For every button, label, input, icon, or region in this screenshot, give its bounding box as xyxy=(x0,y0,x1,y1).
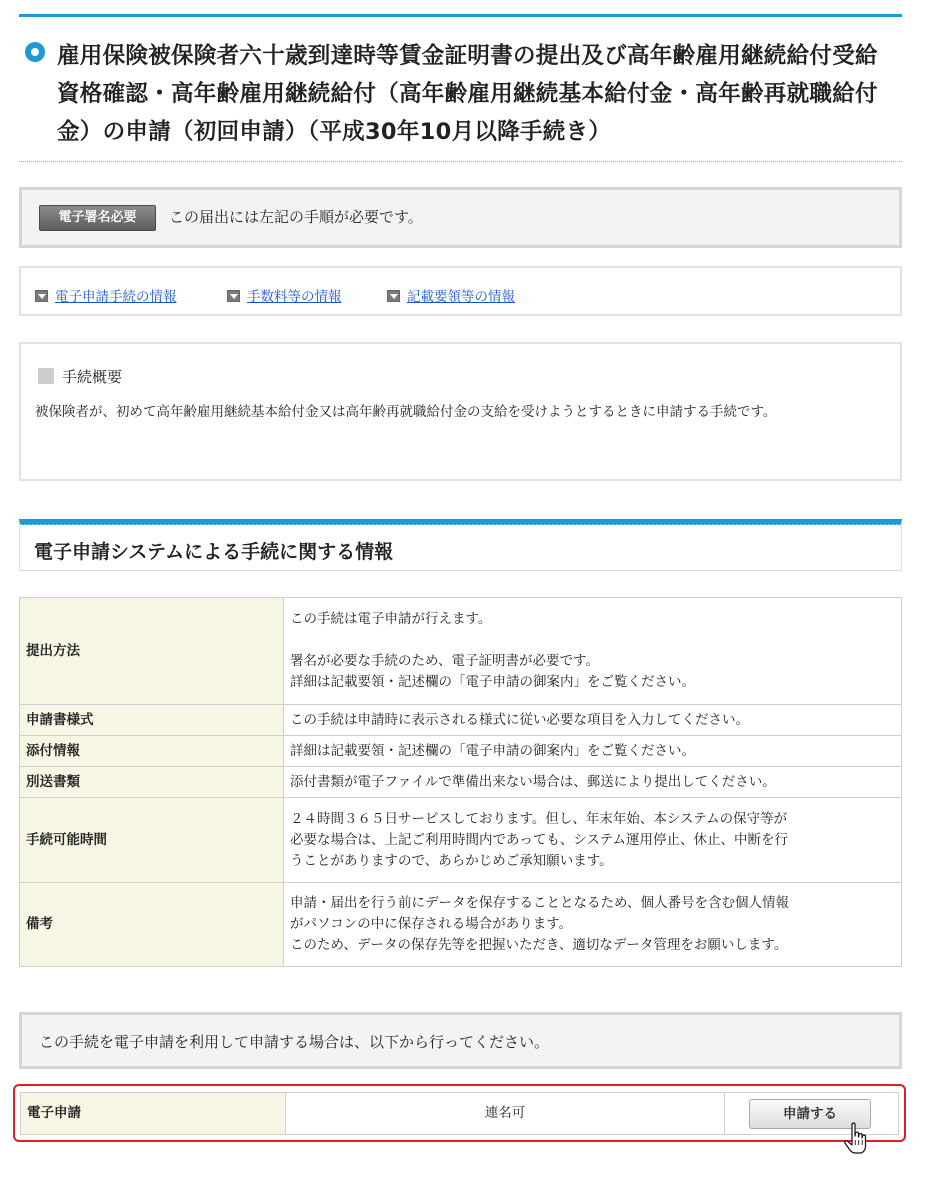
row-label: 別送書類 xyxy=(20,767,284,798)
row-label: 申請書様式 xyxy=(20,705,284,736)
row-line xyxy=(290,630,895,651)
joint-application-status: 連名可 xyxy=(286,1093,725,1134)
row-line: ２４時間３６５日サービスしております。但し、年末年始、本システムの保守等が xyxy=(290,810,788,827)
row-value xyxy=(284,883,902,967)
row-value xyxy=(284,767,902,798)
table-row xyxy=(20,767,902,798)
section-header xyxy=(19,519,902,571)
row-line: 申請・届出を行う前にデータを保存することとなるため、個人番号を含む個人情報 xyxy=(290,895,789,911)
row-line: 添付書類が電子ファイルで準備出来ない場合は、郵送により提出してください。 xyxy=(290,773,776,790)
section-link-bar xyxy=(19,266,902,316)
row-line: この手続は申請時に表示される様式に従い必要な項目を入力してください。 xyxy=(290,711,749,728)
section-title: 電子申請システムによる手続に関する情報 xyxy=(34,541,394,563)
row-value xyxy=(284,798,902,883)
link-fee-info[interactable] xyxy=(227,285,342,305)
row-value xyxy=(284,598,902,705)
apply-button[interactable]: 申請する xyxy=(749,1099,871,1129)
table-row xyxy=(20,598,902,705)
row-label: 手続可能時間 xyxy=(20,798,284,883)
overview-heading: 手続概要 xyxy=(62,368,123,386)
row-line: 詳細は記載要領・記述欄の「電子申請の御案内」をご覧ください。 xyxy=(290,674,695,690)
apply-row xyxy=(20,1092,899,1135)
hand-pointer-icon xyxy=(843,1122,871,1156)
apply-label: 電子申請 xyxy=(21,1093,286,1134)
table-row xyxy=(20,705,902,736)
circle-bullet-icon xyxy=(25,42,45,62)
row-line: 必要な場合は、上記ご利用時間内であっても、システム運用停止、休止、中断を行 xyxy=(290,831,789,848)
procedure-overview xyxy=(19,342,902,481)
procedure-info-table xyxy=(19,597,902,967)
row-line: 詳細は記載要領・記述欄の「電子申請の御案内」をご覧ください。 xyxy=(290,742,695,759)
row-value xyxy=(284,705,902,736)
row-label: 添付情報 xyxy=(20,736,284,767)
arrow-down-icon xyxy=(35,290,48,302)
e-application-notice xyxy=(19,1012,902,1069)
row-line: うことがありますので、あらかじめご承知願います。 xyxy=(290,852,613,869)
overview-body: 被保険者が、初めて高年齢雇用継続基本給付金又は高年齢再就職給付金の支給を受けようとするときに申請する手続です。 xyxy=(35,404,777,420)
link-writing-guide-info[interactable] xyxy=(387,285,515,305)
link-label[interactable]: 記載要領等の情報 xyxy=(407,289,515,305)
notice-text: この手続を電子申請を利用して申請する場合は、以下から行ってください。 xyxy=(39,1033,550,1051)
table-row xyxy=(20,883,902,967)
row-label: 提出方法 xyxy=(20,598,284,705)
signature-requirement-text: この届出には左記の手順が必要です。 xyxy=(169,208,423,226)
apply-button-cell xyxy=(725,1093,898,1134)
square-bullet-icon xyxy=(38,368,54,384)
signature-required-badge: 電子署名必要 xyxy=(39,205,156,231)
row-line: このため、データの保存先等を把握いただき、適切なデータ管理をお願いします。 xyxy=(290,937,788,953)
procedure-title-block xyxy=(19,14,902,162)
arrow-down-icon xyxy=(387,290,400,302)
arrow-down-icon xyxy=(227,290,240,302)
link-label[interactable]: 手数料等の情報 xyxy=(247,289,342,305)
link-label[interactable]: 電子申請手続の情報 xyxy=(55,289,177,305)
procedure-title: 雇用保険被保険者六十歳到達時等賃金証明書の提出及び高年齢雇用継続給付受給資格確認・高年齢雇用継続給付（高年齢雇用継続基本給付金・高年齢再就職給付金）の申請（初回申請）（平成30年10月以降手続き） xyxy=(57,43,878,145)
row-line: がパソコンの中に保存される場合があります。 xyxy=(290,916,573,932)
signature-requirement-box xyxy=(19,187,902,248)
row-value xyxy=(284,736,902,767)
row-line: この手続は電子申請が行えます。 xyxy=(290,611,492,627)
table-row xyxy=(20,798,902,883)
link-e-application-info[interactable] xyxy=(35,285,177,305)
row-label: 備考 xyxy=(20,883,284,967)
table-row xyxy=(20,736,902,767)
apply-highlight-frame xyxy=(13,1084,906,1142)
row-line: 署名が必要な手続のため、電子証明書が必要です。 xyxy=(290,653,599,669)
